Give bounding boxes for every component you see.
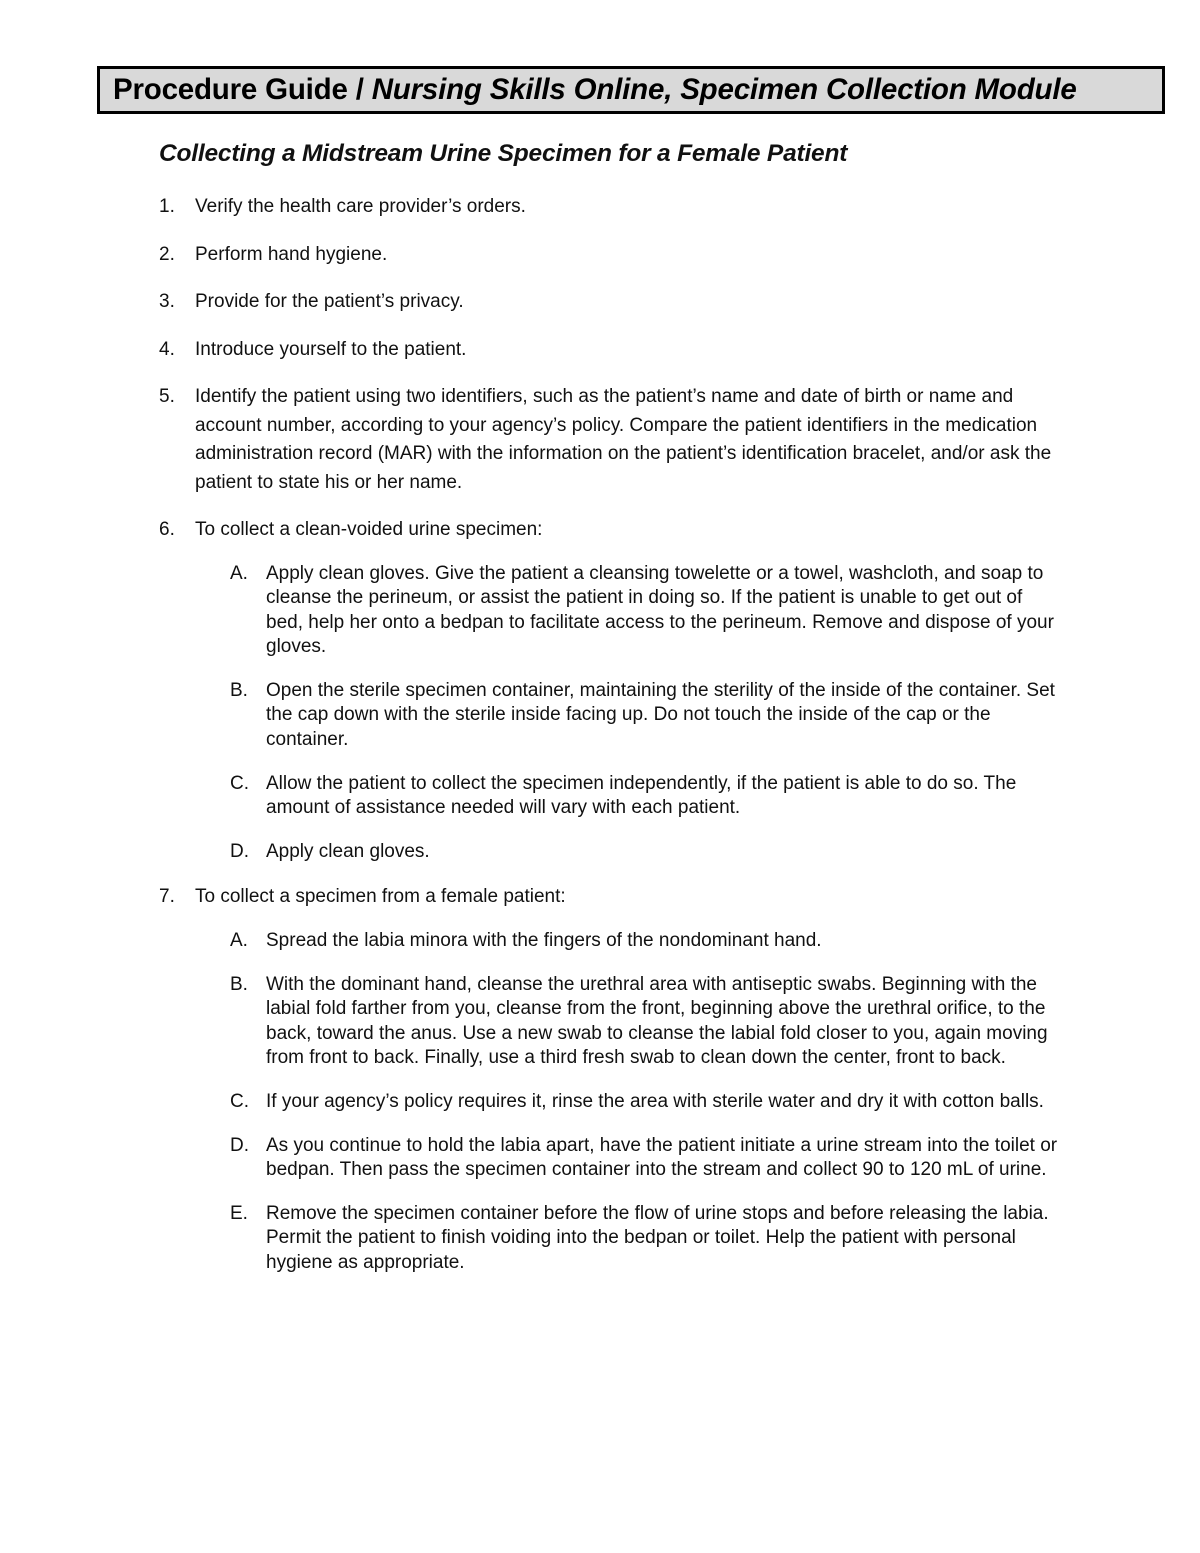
substep-letter: D. <box>230 1134 249 1156</box>
step-7 <box>159 883 1059 1275</box>
step-text: Verify the health care provider’s orders. <box>195 196 526 217</box>
procedure-title: Collecting a Midstream Urine Specimen for a Female Patient <box>159 140 848 167</box>
step-body <box>195 883 1059 1275</box>
substep-text: Apply clean gloves. <box>266 840 430 862</box>
substep-6b <box>230 679 1059 753</box>
substep-text: If your agency’s policy requires it, rinse the area with sterile water and dry it with cotton balls. <box>266 1090 1044 1112</box>
step-body <box>195 516 1059 864</box>
step-body <box>195 383 1059 497</box>
substep-text: As you continue to hold the labia apart, have the patient initiate a urine stream into the toilet or bedpan. Then pass the specimen container into the stream and collect 90 to 120 mL of urine. <box>266 1134 1058 1181</box>
substep-letter: B. <box>230 679 248 701</box>
title-prefix: Procedure Guide / <box>113 73 372 106</box>
step-2 <box>159 241 1059 270</box>
substeps <box>230 562 1059 865</box>
step-number: 1. <box>159 196 175 217</box>
substep-6d <box>230 840 1059 865</box>
substep-letter: C. <box>230 772 249 794</box>
substep-text: Spread the labia minora with the fingers of the nondominant hand. <box>266 929 822 951</box>
substep-7a <box>230 929 1059 954</box>
substep-text: Apply clean gloves. Give the patient a cleansing towelette or a towel, washcloth, and soap to cleanse the perineum, or assist the patient in doing so. If the patient is unable to get out of bed, help her onto a bedpan to facilitate access to the perineum. Remove and dispose of your gloves. <box>266 562 1054 658</box>
step-number: 4. <box>159 338 175 360</box>
substep-text: Remove the specimen container before the flow of urine stops and before releasing the labia. Permit the patient to finish voiding into the bedpan or toilet. Help the patient with personal hygiene as appropriate. <box>266 1202 1049 1273</box>
substep-7c <box>230 1090 1059 1115</box>
step-body <box>195 241 1059 270</box>
procedure-steps <box>159 193 1059 1294</box>
title-module: Nursing Skills Online, Specimen Collection Module <box>371 73 1077 106</box>
step-number: 7. <box>159 886 175 908</box>
substep-7b <box>230 973 1059 1071</box>
substep-text: Open the sterile specimen container, maintaining the sterility of the inside of the container. Set the cap down with the sterile inside facing up. Do not touch the inside of the cap or the container. <box>266 679 1055 751</box>
step-text: Provide for the patient’s privacy. <box>195 291 464 312</box>
substep-letter: E. <box>230 1202 248 1224</box>
step-4 <box>159 336 1059 365</box>
step-number: 3. <box>159 291 175 312</box>
substep-letter: C. <box>230 1090 249 1112</box>
substep-6a <box>230 562 1059 660</box>
substep-letter: A. <box>230 562 248 584</box>
step-text: Perform hand hygiene. <box>195 243 388 265</box>
step-number: 2. <box>159 243 175 265</box>
substep-letter: B. <box>230 973 248 995</box>
document-title <box>113 73 1077 107</box>
step-text: Identify the patient using two identifiers, such as the patient’s name and date of birth or name and account number, according to your agency’s policy. Compare the patient identifiers in the medication administration record (MAR) with the information on the patient’s identification bracelet, and/or ask the patient to state his or her name. <box>195 386 1052 493</box>
step-body <box>195 336 1059 365</box>
substep-7d <box>230 1134 1059 1183</box>
substep-text: Allow the patient to collect the specimen independently, if the patient is able to do so. The amount of assistance needed will vary with each patient. <box>266 772 1017 819</box>
step-body <box>195 288 1059 317</box>
step-1 <box>159 193 1059 222</box>
step-number: 6. <box>159 519 175 540</box>
substep-letter: A. <box>230 929 248 951</box>
step-text: Introduce yourself to the patient. <box>195 338 467 360</box>
step-3 <box>159 288 1059 317</box>
document-header <box>97 66 1165 114</box>
step-text: To collect a clean-voided urine specimen: <box>195 519 543 540</box>
substep-letter: D. <box>230 840 249 862</box>
step-6 <box>159 516 1059 864</box>
step-number: 5. <box>159 386 175 407</box>
substep-7e <box>230 1202 1059 1276</box>
step-5 <box>159 383 1059 497</box>
substep-text: With the dominant hand, cleanse the urethral area with antiseptic swabs. Beginning with the labial fold farther from you, cleanse from the front, beginning above the urethral orifice, to the back, toward the anus. Use a new swab to cleanse the labial fold closer to you, again moving from front to back. Finally, use a third fresh swab to clean down the center, front to back. <box>266 973 1048 1069</box>
step-body <box>195 193 1059 222</box>
substep-6c <box>230 772 1059 821</box>
step-text: To collect a specimen from a female patient: <box>195 886 566 908</box>
substeps <box>230 929 1059 1276</box>
